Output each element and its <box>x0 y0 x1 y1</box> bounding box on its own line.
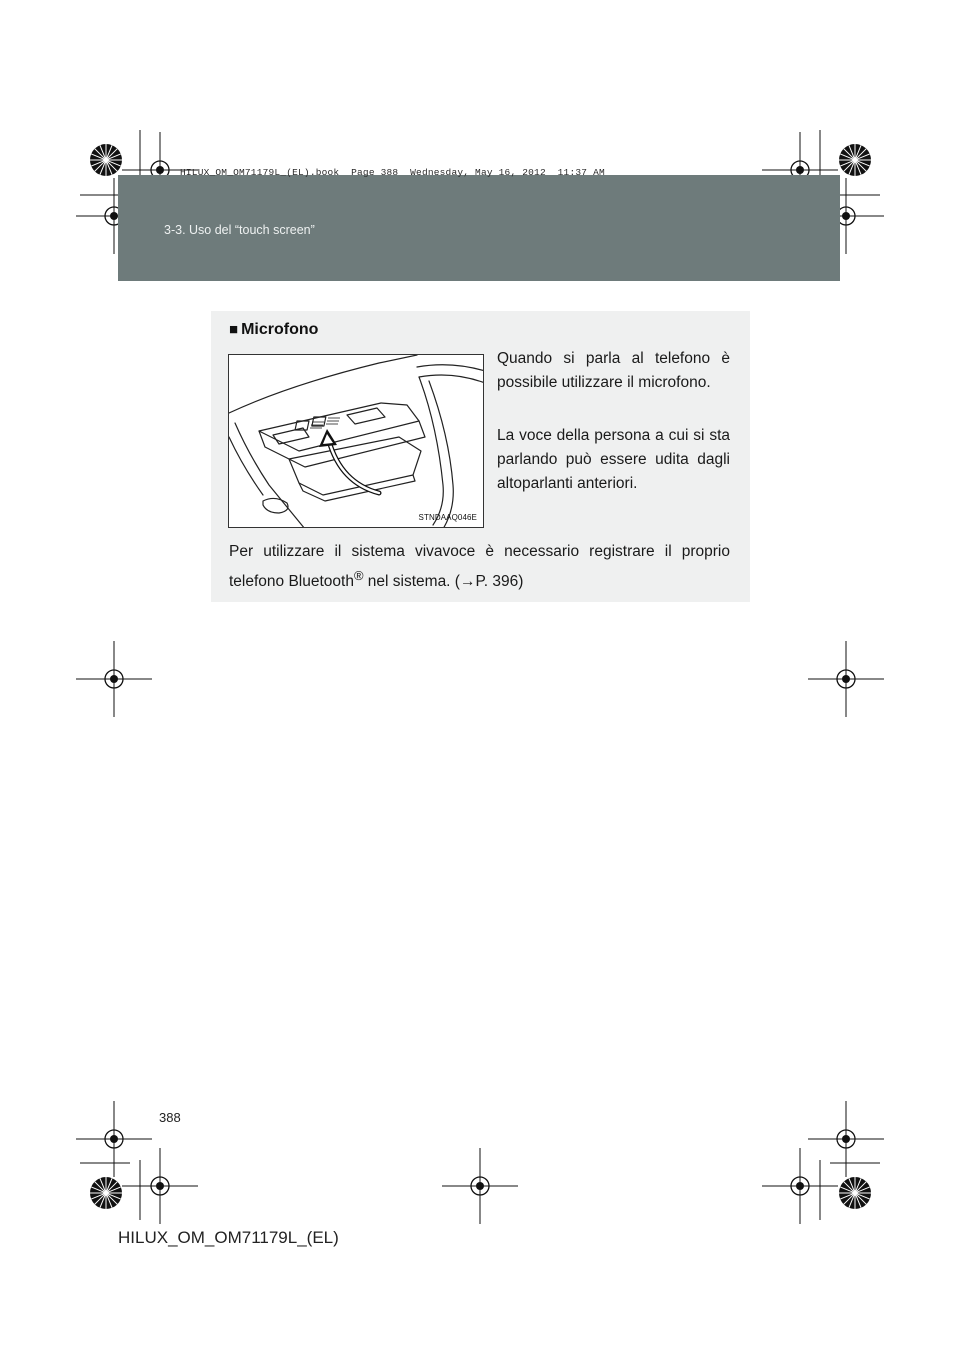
document-code: HILUX_OM_OM71179L_(EL) <box>118 1228 339 1247</box>
page-reference-link[interactable]: P. 396) <box>475 573 524 591</box>
arrow-right-icon: → <box>459 573 476 591</box>
overhead-console-drawing <box>229 355 484 528</box>
paragraph-bluetooth-registration <box>229 540 730 594</box>
section-title: 3-3. Uso del “touch screen” <box>164 223 315 237</box>
figure-code: STNDAAQ046E <box>418 513 477 522</box>
section-heading <box>229 321 318 339</box>
book-file-stamp: HILUX_OM_OM71179L_(EL).book Page 388 Wednesday, May 16, 2012 11:37 AM <box>180 167 605 178</box>
registered-mark: ® <box>353 568 364 583</box>
heading-text: Microfono <box>241 321 319 338</box>
page-number: 388 <box>159 1110 181 1125</box>
heading-square-icon: ■ <box>229 321 239 338</box>
paragraph-front-speakers: La voce della persona a cui si sta parlando può essere udita dagli altoparlanti anteriori. <box>497 427 730 492</box>
bluetooth-text-end: nel sistema. ( <box>363 573 460 591</box>
microphone-illustration <box>228 354 484 528</box>
paragraph-microphone-use: Quando si parla al telefono è possibile utilizzare il microfono. <box>497 350 730 391</box>
bluetooth-text: Per utilizzare il sistema vivavoce è necessario registrare il proprio telefono Bluetooth <box>229 543 730 591</box>
